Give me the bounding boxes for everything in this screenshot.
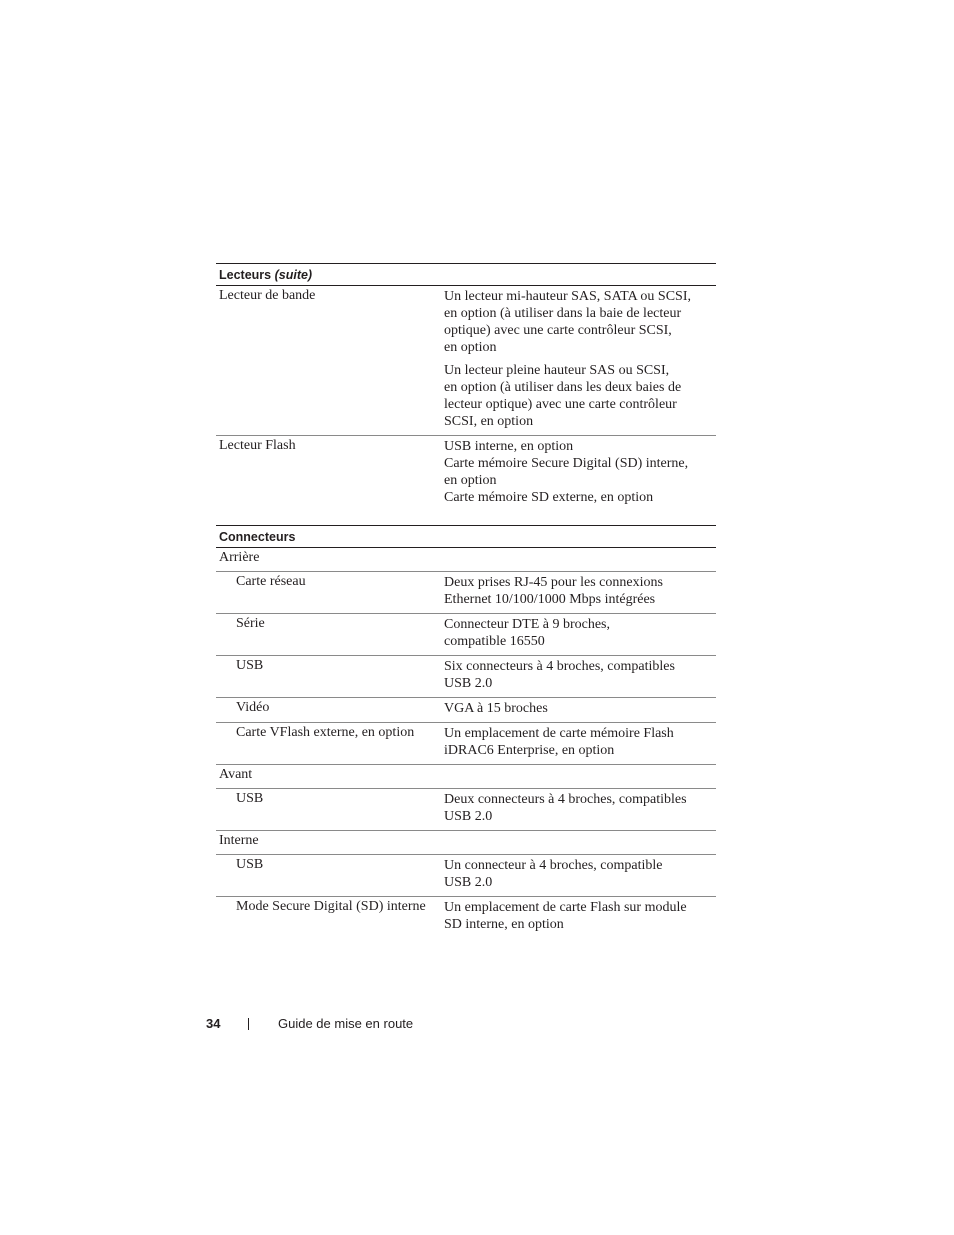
table-row-tape-drive [216,286,716,436]
label-line: en option [361,725,415,740]
row-value [444,437,716,506]
value-line: USB 2.0 [444,676,493,691]
row-value [444,724,716,759]
row-label: USB [236,791,264,806]
row-label: Carte réseau [236,574,306,589]
value-line: Six connecteurs à 4 broches, compatibles [444,659,675,674]
label-line: Carte VFlash externe, [236,725,359,740]
row-value [444,856,716,891]
row-label: USB [236,658,264,673]
row-label [216,898,444,933]
row-label: USB [236,857,264,872]
row-value [444,615,716,650]
table-row [216,855,716,897]
value-line: Carte mémoire SD externe, en option [444,490,654,505]
value-line: en option (à utiliser dans la baie de lecteur [444,306,682,321]
table-row [216,572,716,614]
value-line: Deux connecteurs à 4 broches, compatibles [444,792,687,807]
value-line: en option [444,473,497,488]
value-line: Un lecteur mi-hauteur SAS, SATA ou SCSI, [444,289,691,304]
value-line: Deux prises RJ-45 pour les connexions [444,575,663,590]
group-title-rear: Arrière [216,548,716,572]
value-line: Un connecteur à 4 broches, compatible [444,858,663,873]
row-value [444,573,716,608]
section-title: Lecteurs [219,268,272,282]
table-row [216,656,716,698]
row-value [444,790,716,825]
value-line: SCSI, en option [444,414,534,429]
page-number: 34 [206,1016,221,1031]
table-row [216,698,716,723]
value-line: iDRAC6 Enterprise, en option [444,743,615,758]
value-line: optique) avec une carte contrôleur SCSI, [444,323,672,338]
value-line: Connecteur DTE à 9 broches, [444,617,610,632]
row-value [444,287,716,430]
section-header-connectors [216,525,716,548]
footer-doc-title: Guide de mise en route [278,1016,414,1031]
value-line: SD interne, en option [444,917,564,932]
footer-separator [248,1018,249,1030]
section-header-drives [216,263,716,286]
row-label: Série [236,616,265,631]
value-line: Ethernet 10/100/1000 Mbps intégrées [444,592,656,607]
row-label [216,724,444,759]
label-line: interne [386,899,426,914]
group-title-internal: Interne [216,831,716,855]
value-line: USB 2.0 [444,809,493,824]
value-line: USB interne, en option [444,439,574,454]
value-line: en option [444,340,497,355]
row-label: Vidéo [236,700,270,715]
section-title: Connecteurs [219,530,296,544]
value-line: Un emplacement de carte mémoire Flash [444,726,674,741]
table-row-flash-drive [216,436,716,511]
table-row [216,723,716,765]
label-line: Mode Secure Digital (SD) [236,899,384,914]
value-line: Un lecteur pleine hauteur SAS ou SCSI, [444,363,670,378]
value-line: Carte mémoire Secure Digital (SD) interne, [444,456,689,471]
row-value [444,898,716,933]
table-row [216,897,716,938]
value-line: compatible 16550 [444,634,545,649]
group-title-front: Avant [216,765,716,789]
value-line: en option (à utiliser dans les deux baies de [444,380,682,395]
table-row [216,614,716,656]
row-label: Lecteur Flash [219,438,296,453]
spec-table [216,263,716,938]
row-value [444,657,716,692]
value-line: VGA à 15 broches [444,701,548,716]
value-line: USB 2.0 [444,875,493,890]
row-label: Lecteur de bande [219,288,316,303]
table-row [216,789,716,831]
value-line: lecteur optique) avec une carte contrôleur [444,397,677,412]
row-value [444,699,716,717]
section-subtitle: (suite) [274,268,313,282]
value-line: Un emplacement de carte Flash sur module [444,900,687,915]
